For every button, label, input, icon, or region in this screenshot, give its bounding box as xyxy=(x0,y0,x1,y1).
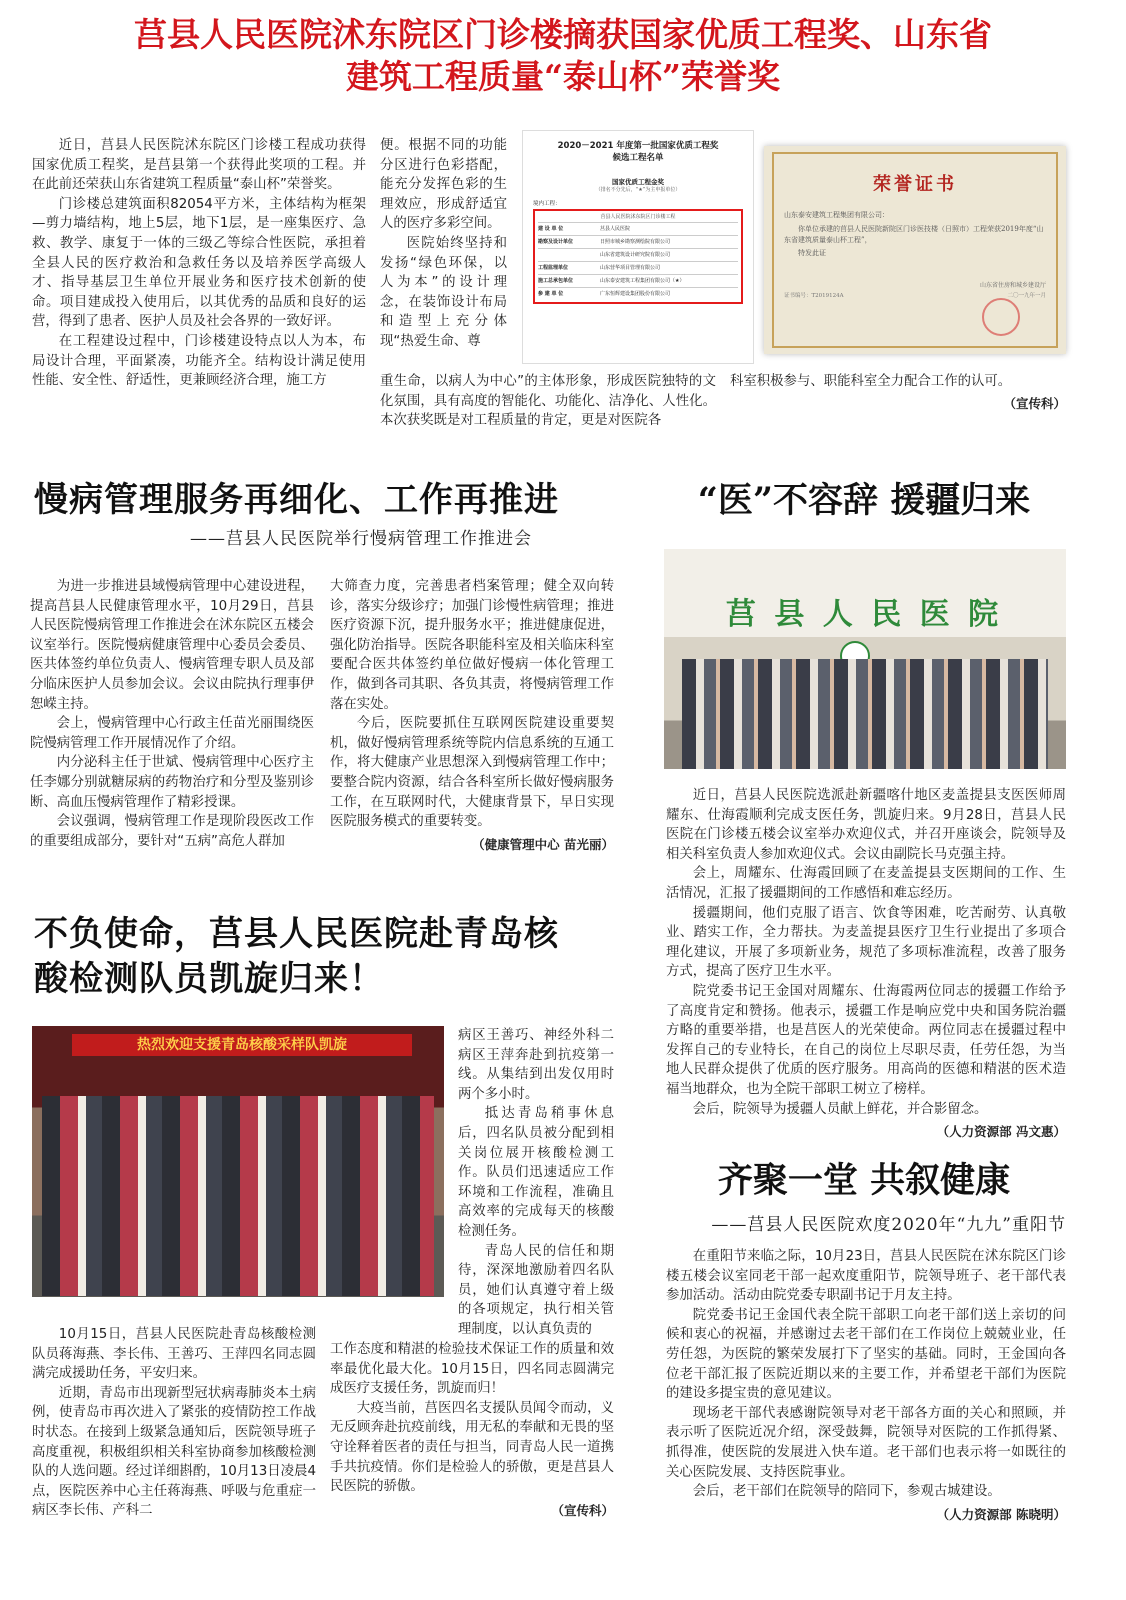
award-table: 莒县人民医院沭东院区门诊楼工程 建 设 单 位 莒县人民医院 勘察及设计单位 日照市城乡勘察测绘院有限公司 山东省建筑设计研究院有限公司 工程监理单位 山东营华项目管理有限公司 施工总承包单位 山东泰安建筑工程集团有限公司（★） 参 建 单 位 广东恒辉建设集团股份有限公司 xyxy=(533,209,743,304)
award-row-value: 莒县人民医院 xyxy=(600,226,631,232)
article1-col2-wide: 重生命，以病人为中心”的主体形象，形成医院独特的文化氛围，具有高度的智能化、功能化、洁净化、人性化。本次获奖既是对工程质量的肯定，更是对医院各 xyxy=(380,374,716,429)
award-row-key: 工程监理单位 xyxy=(538,265,569,271)
article1-credit: （宣传科） xyxy=(1003,395,1066,411)
red-seal xyxy=(982,298,1020,336)
group-with-flowers xyxy=(42,1096,434,1296)
award-row-value: 山东泰安建筑工程集团有限公司（★） xyxy=(600,278,685,284)
award-row-value: 日照市城乡勘察测绘院有限公司 xyxy=(600,239,671,245)
group-of-people xyxy=(682,659,1048,769)
article4-col2-wide: 工作态度和精湛的检验技术保证工作的质量和效率最优化最大化。10月15日，四名同志圆满完成医疗支援任务，凯旋而归！ 大疫当前，莒医四名支援队员闻令而动，义无反顾奔赴抗疫前线，用无私的奉献和无畏的坚守诠释着医者的责任与担当，同青岛人民一道携手共抗疫情。你们是检验人的骄傲，更是莒县人民医院的骄傲。 （宣传科） xyxy=(330,1342,614,1518)
award-table-row xyxy=(538,287,738,300)
hospital-sign: 莒 县 人 民 医 院 xyxy=(725,597,1003,632)
article4-credit: （宣传科） xyxy=(551,1502,614,1518)
article2-col1: 为进一步推进县域慢病管理中心建设进程，提高莒县人民健康管理水平，10月29日，莒县人民医院慢病管理工作推进会在沭东院区五楼会议室举行。医院慢病健康管理中心委员会委员、医共体签约单位负责人、慢病管理专职人员及部分临床医护人员参加会议。会议由院执行理事伊恕嵘主持。 会上，慢病管理中心行政主任苗光丽围绕医院慢病管理工作开展情况作了介绍。 内分泌科主任于世斌、慢病管理中心医疗主任李娜分别就糖尿病的药物治疗和分型及鉴别诊断、高血压慢病管理作了精彩授课。 会议强调，慢病管理工作是现阶段医改工作的重要组成部分，要针对“五病”高危人群加 xyxy=(30,579,314,849)
award-row-key: 施工总承包单位 xyxy=(538,278,574,284)
award-table-row xyxy=(538,248,738,261)
article2-title: 慢病管理服务再细化、工作再推进 xyxy=(34,480,559,520)
award-row-value: 山东省建筑设计研究院有限公司 xyxy=(600,252,671,258)
article5-title: 齐聚一堂 共叙健康 xyxy=(717,1160,1011,1201)
article4-col1: 10月15日，莒县人民医院赴青岛核酸检测队员蒋海燕、李长伟、王善巧、王萍四名同志圆满完成援助任务，平安归来。 近期，青岛市出现新型冠状病毒肺炎本土病例，使青岛市再次进入了紧张的疫情防控工作战时状态。在接到上级紧急通知后，医院领导班子高度重视，积极组织相关科室协商参加核酸检测队的人选问题。经过详细斟酌，10月13日凌晨4点，医院医养中心主任蒋海燕、呼吸与危重症一病区李长伟、产科二 xyxy=(32,1327,316,1519)
award-table-row xyxy=(538,274,738,287)
article4-title: 不负使命，莒县人民医院赴青岛核 酸检测队员凯旋归来！ xyxy=(34,914,559,999)
article3-title: “医”不容辞 援疆归来 xyxy=(697,480,1031,521)
article4-col2-narrow: 病区王善巧、神经外科二病区王萍奔赴到抗疫第一线。从集结到出发仅用时两个多小时。 抵达青岛稍事休息后，四名队员被分配到相关岗位展开核酸检测工作。队员们迅速适应工作环境和工作流程，准确且高效率的完成每天的核酸检测任务。 青岛人民的信任和期待，深深地激励着四名队员，她们认真遵守着上级的各项规定，执行相关管理制度，以认真负责的 xyxy=(458,1028,614,1337)
award-row-key: 参 建 单 位 xyxy=(538,291,564,297)
award-row-key: 建 设 单 位 xyxy=(538,226,564,232)
article1-col2: 便。根据不同的功能分区进行色彩搭配，能充分发挥色彩的生理效应，形成舒适宜人的医疗多彩空间。 医院始终坚持和发扬“绿色环保，以人为本”的设计理念，在装饰设计布局和造型上充分体现“热爱生命、尊 xyxy=(380,138,507,349)
award-list-image: 2020－2021 年度第一批国家优质工程奖 候选工程名单 国家优质工程金奖 （排名不分先后，“★”为主申报单位） 境内工程： 莒县人民医院沭东院区门诊楼工程 建 设 单 位 莒县人民医院 勘察及设计单位 日照市城乡勘察测绘院有限公司 山东省建筑设计研究院有限公司 工程监理单位 山东营华项目管理有限公司 施工总承包单位 山东泰安建筑工程集团有限公司（★） 参 建 单 位 广东恒辉建设集团股份有限公司 xyxy=(522,130,754,364)
award-row-value: 广东恒辉建设集团股份有限公司 xyxy=(600,291,671,297)
award-table-row xyxy=(538,235,738,248)
award-row-value: 山东营华项目管理有限公司 xyxy=(600,265,661,271)
award-row-key: 勘察及设计单位 xyxy=(538,239,574,245)
cert-title: 荣誉证书 xyxy=(873,174,957,195)
article3-credit: （人力资源部 冯文惠） xyxy=(936,1124,1066,1140)
article3-body: 近日，莒县人民医院选派赴新疆喀什地区麦盖提县支医医师周耀东、仕海霞顺利完成支医任务，凯旋归来。9月28日，莒县人民医院在门诊楼五楼会议室举办欢迎仪式，并召开座谈会，院领导及相关科室负责人参加欢迎仪式。会议由副院长马克强主持。 会上，周耀东、仕海霞回顾了在麦盖提县支医期间的工作、生活情况，汇报了援疆期间的工作感悟和难忘经历。 援疆期间，他们克服了语言、饮食等困难，吃苦耐劳、认真敬业、踏实工作，全力帮扶。为麦盖提县医疗卫生行业提出了多项合理化建议，开展了多项新业务，规范了多项标准流程，改善了服务方式，提高了医疗卫生水平。 院党委书记王金国对周耀东、仕海霞两位同志的援疆工作给予了高度肯定和赞扬。他表示，援疆工作是响应党中央和国务院治疆方略的重要举措，也是莒医人的光荣使命。两位同志在援疆过程中发挥自己的专业特长，在自己的岗位上尽职尽责，任劳任怨，为当地人民群众提供了优质的医疗服务。用高尚的医德和精湛的医术造福当地群众，也为全院干部职工树立了榜样。 会后，院领导为援疆人员献上鲜花，并合影留念。 （人力资源部 冯文惠） xyxy=(666,788,1066,1140)
award-table-row xyxy=(538,261,738,274)
article1-title: 莒县人民医院沭东院区门诊楼摘获国家优质工程奖、山东省 建筑工程质量“泰山杯”荣誉奖 xyxy=(134,15,992,96)
honor-certificate-image: 荣誉证书 山东泰安建筑工程集团有限公司： 你单位承建的莒县人民医院新院区门诊医技楼（日照市）工程荣获2019年度“山东省建筑质量泰山杯工程”， 特发此证 山东省住房和城乡建设厅 证书编号：T2019124A 二〇一九年一月 xyxy=(764,146,1066,354)
award-table-row xyxy=(538,222,738,235)
article5-subtitle: ——莒县人民医院欢度2020年“九九”重阳节 xyxy=(711,1215,1066,1235)
article5-body: 在重阳节来临之际，10月23日，莒县人民医院在沭东院区门诊楼五楼会议室同老干部一起欢度重阳节，院领导班子、老干部代表参加活动。活动由院党委专职副书记于月友主持。 院党委书记王金国代表全院干部职工向老干部们送上亲切的问候和衷心的祝福，并感谢过去老干部们在工作岗位上兢兢业业，任劳任怨，为医院的繁荣发展打下了坚实的基础。同时，王金国向各位老干部汇报了医院近期以来的主要工作，并希望老干部们为医院的建设多提宝贵的意见建议。 现场老干部代表感谢院领导对老干部各方面的关心和照顾，并表示听了医院近况介绍，深受鼓舞，院领导对医院的工作抓得紧、抓得准，使医院的发展进入快车道。老干部们也表示将一如既往的关心医院发展、支持医院事业。 会后，老干部们在院领导的陪同下，参观古城建设。 （人力资源部 陈晓明） xyxy=(666,1249,1066,1522)
award-row-key xyxy=(538,249,600,261)
team-return-photo xyxy=(32,1026,444,1297)
welcome-banner: 热烈欢迎支援青岛核酸采样队凯旋 xyxy=(72,1034,412,1056)
article1-col3: 科室积极参与、职能科室全力配合工作的认可。 （宣传科） xyxy=(730,374,1066,411)
welcome-ceremony-photo xyxy=(664,549,1066,769)
article1-col1: 近日，莒县人民医院沭东院区门诊楼工程成功获得国家优质工程奖，是莒县第一个获得此奖项的工程。并在此前还荣获山东省建筑工程质量“泰山杯”荣誉奖。 门诊楼总建筑面积82054平方米，主体结构为框架—剪力墙结构，地上5层，地下1层，是一座集医疗、急救、教学、康复于一体的三级乙等综合性医院，承担着全县人民的医疗救治和急救任务以及培养医学高级人才、指导基层卫生单位开展业务和医疗技术创新的使命。项目建成投入使用后，以其优秀的品质和良好的运营，得到了患者、医护人员及社会各界的一致好评。 在工程建设过程中，门诊楼建设特点以人为本，布局设计合理，平面紧凑，功能齐全。结构设计满足使用性能、安全性、舒适性，更兼顾经济合理，施工方 xyxy=(32,138,366,389)
article2-col2: 大筛查力度，完善患者档案管理；健全双向转诊，落实分级诊疗；加强门诊慢性病管理；推进医疗资源下沉，提升服务水平；推进健康促进，强化防治指导。医院各职能科室及相关临床科室要配合医共体签约单位做好慢病一体化管理工作，做到各司其职、各负其责，将慢病管理工作落在实处。 今后，医院要抓住互联网医院建设重要契机，做好慢病管理系统等院内信息系统的互通工作，将大健康产业思想深入到慢病管理工作中；要整合院内资源，结合各科室所长做好慢病服务工作，在互联网时代，大健康背景下，早日实现医院服务模式的重要转变。 （健康管理中心 苗光丽） xyxy=(330,579,614,852)
article2-subtitle: ——莒县人民医院举行慢病管理工作推进会 xyxy=(190,529,532,549)
article2-credit: （健康管理中心 苗光丽） xyxy=(472,836,614,852)
article5-credit: （人力资源部 陈晓明） xyxy=(936,1506,1066,1522)
